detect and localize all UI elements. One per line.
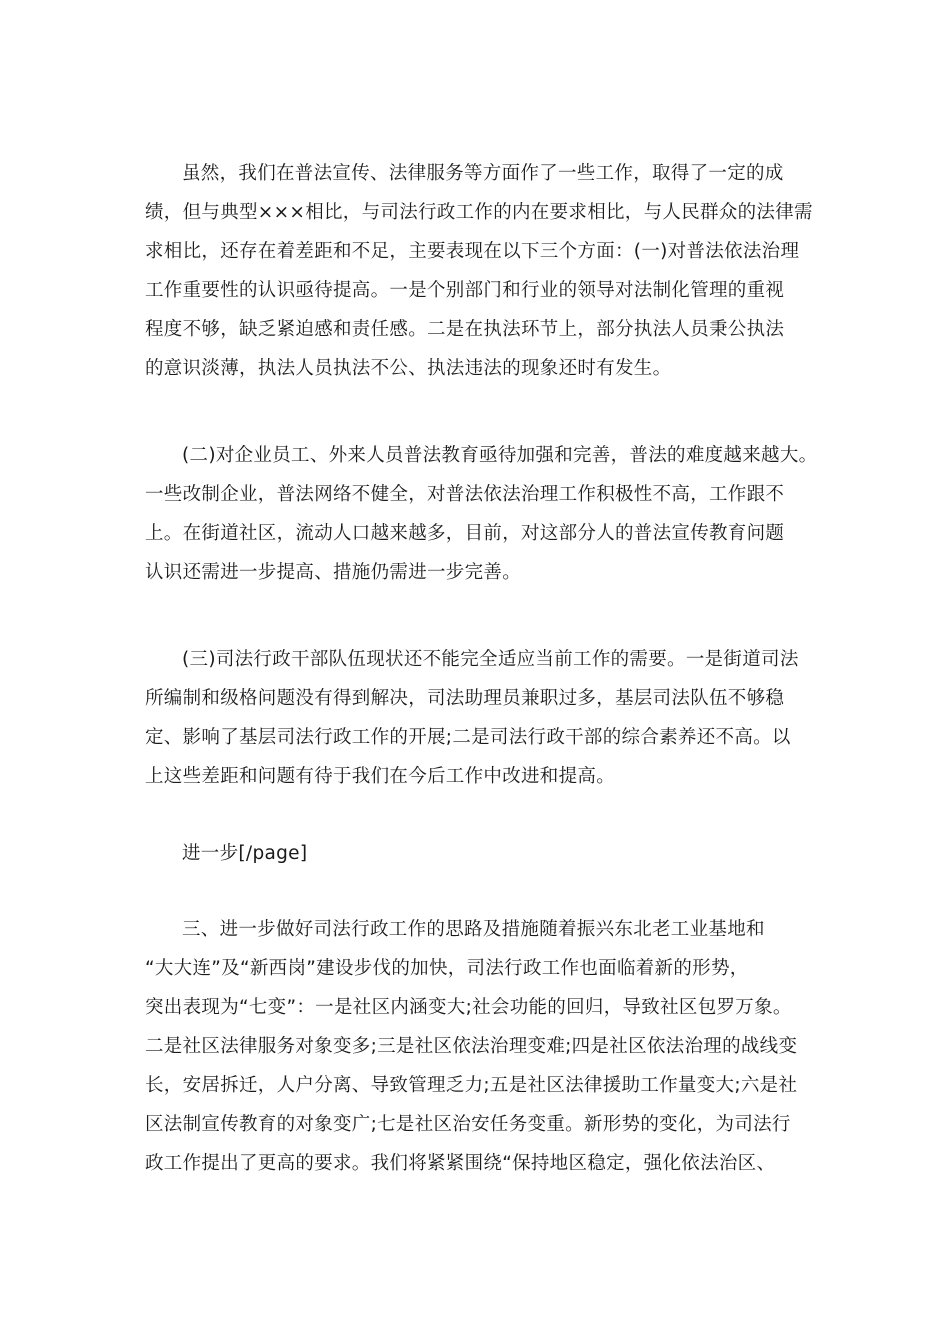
text-line: 认识还需进一步提高、措施仍需进一步完善。 bbox=[145, 562, 522, 583]
text-line: 上。在街道社区，流动人口越来越多，目前，对这部分人的普法宣传教育问题 bbox=[145, 523, 785, 544]
paragraph-section-three bbox=[145, 910, 825, 1183]
text-line: (三)司法行政干部队伍现状还不能完全适应当前工作的需要。一是街道司法 bbox=[182, 649, 799, 670]
text-line: 虽然，我们在普法宣传、法律服务等方面作了一些工作，取得了一定的成 bbox=[182, 163, 784, 184]
text-line: 三、进一步做好司法行政工作的思路及措施随着振兴东北老工业基地和 bbox=[182, 919, 765, 940]
paragraph-page-marker bbox=[145, 834, 825, 873]
text-line: 工作重要性的认识亟待提高。一是个别部门和行业的领导对法制化管理的重视 bbox=[145, 280, 785, 301]
paragraph-point-three bbox=[145, 640, 825, 796]
text-line: 绩，但与典型×××相比，与司法行政工作的内在要求相比，与人民群众的法律需 bbox=[145, 202, 813, 223]
text-line: 政工作提出了更高的要求。我们将紧紧围绕“保持地区稳定，强化依法治区、 bbox=[145, 1153, 776, 1174]
text-line: 一些改制企业，普法网络不健全，对普法依法治理工作积极性不高，工作跟不 bbox=[145, 484, 785, 505]
text-line: (二)对企业员工、外来人员普法教育亟待加强和完善，普法的难度越来越大。 bbox=[182, 445, 818, 466]
text-line: 进一步[/page] bbox=[182, 843, 308, 864]
text-line: 二是社区法律服务对象变多;三是社区依法治理变难;四是社区依法治理的战线变 bbox=[145, 1036, 798, 1057]
text-line: 程度不够，缺乏紧迫感和责任感。二是在执法环节上，部分执法人员秉公执法 bbox=[145, 319, 785, 340]
text-line: 所编制和级格问题没有得到解决，司法助理员兼职过多，基层司法队伍不够稳 bbox=[145, 688, 785, 709]
paragraph-point-two bbox=[145, 436, 825, 592]
text-line: 的意识淡薄，执法人员执法不公、执法违法的现象还时有发生。 bbox=[145, 358, 672, 379]
text-line: 区法制宣传教育的对象变广;七是社区治安任务变重。新形势的变化，为司法行 bbox=[145, 1114, 791, 1135]
text-line: 上这些差距和问题有待于我们在今后工作中改进和提高。 bbox=[145, 766, 616, 787]
text-line: 长，安居拆迁，人户分离、导致管理乏力;五是社区法律援助工作量变大;六是社 bbox=[145, 1075, 798, 1096]
text-line: 突出表现为“七变”：一是社区内涵变大;社会功能的回归，导致社区包罗万象。 bbox=[145, 997, 792, 1018]
paragraph-shortcomings bbox=[145, 154, 825, 388]
text-line: “大大连”及“新西岗”建设步伐的加快，司法行政工作也面临着新的形势， bbox=[145, 958, 749, 979]
text-line: 求相比，还存在着差距和不足，主要表现在以下三个方面：(一)对普法依法治理 bbox=[145, 241, 800, 262]
text-line: 定、影响了基层司法行政工作的开展;二是司法行政干部的综合素养还不高。以 bbox=[145, 727, 791, 748]
